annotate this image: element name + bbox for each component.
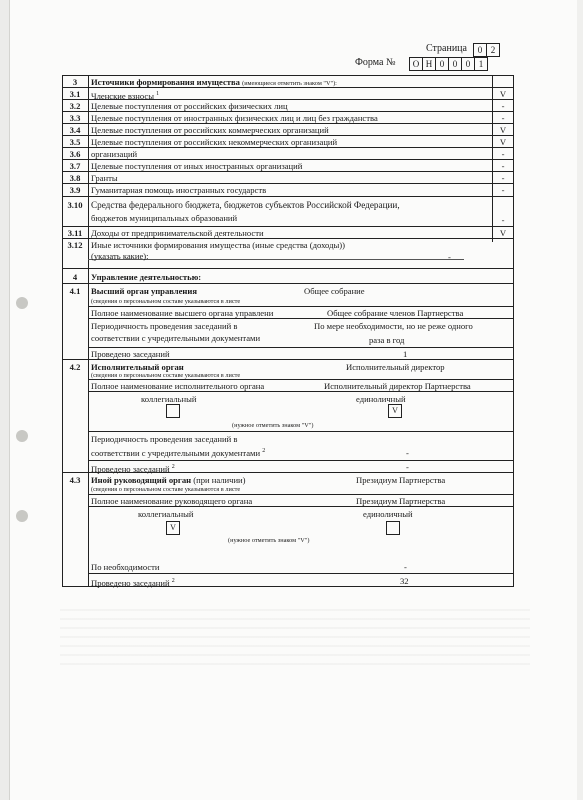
mark-instruction: (нужное отметить знаком "V") (232, 422, 314, 429)
row-divider (62, 238, 514, 239)
held-label-text: Проведено заседаний (91, 463, 170, 474)
punch-hole (16, 510, 28, 522)
row-label: Иные источники формирования имущества (иные средства (доходы)) (91, 240, 345, 250)
page-right-edge (577, 0, 583, 800)
subsection-number: 4.2 (69, 362, 81, 372)
held-value: - (406, 462, 409, 472)
period-label-text: соответствии с учредительными документами (91, 447, 261, 458)
period-label: Периодичность проведения заседаний в (91, 321, 238, 331)
subsection-note: (сведения о персональном составе указываются в листе (91, 298, 241, 305)
fullname-value: Президиум Партнерства (356, 496, 446, 506)
row-label: Гранты (91, 173, 118, 183)
subsection-title (91, 475, 246, 485)
sole-checkbox[interactable]: V (388, 404, 402, 418)
form-label: Форма № (355, 57, 396, 68)
row-label-continued: (указать какие): (91, 251, 149, 261)
row-number: 3.10 (67, 200, 83, 210)
form-digit: 1 (474, 57, 488, 71)
period-label-continued: соответствии с учредительными документами (91, 333, 261, 343)
subsection-value: Общее собрание (304, 286, 365, 296)
subsection-note: (сведения о персональном составе указываются в листе (91, 372, 241, 379)
row-number: 3.6 (69, 149, 81, 159)
period-label: Периодичность проведения заседаний в (91, 434, 238, 444)
form-digit: О (409, 57, 423, 71)
row-mark: - (501, 215, 505, 225)
subsection-number: 4.1 (69, 286, 81, 296)
inner-divider (88, 460, 514, 461)
section-title: Управление деятельностью: (91, 272, 202, 282)
row-divider (62, 159, 514, 160)
fullname-value: Исполнительный директор Партнерства (324, 381, 471, 391)
row-divider (62, 123, 514, 124)
subsection-title: Высший орган управления (91, 286, 197, 296)
row-mark: V (499, 89, 507, 99)
column-divider (88, 75, 89, 587)
subsection-title-text: Иной руководящий орган (91, 475, 192, 485)
collegial-label: коллегиальный (138, 509, 194, 519)
form-digit: 0 (435, 57, 449, 71)
row-mark: V (499, 125, 507, 135)
row-divider (62, 359, 514, 360)
inner-divider (88, 573, 514, 574)
row-label-continued: бюджетов муниципальных образований (91, 213, 238, 223)
row-label: Целевые поступления от российских коммерческих организаций (91, 125, 329, 135)
subsection-value: Президиум Партнерства (356, 475, 446, 485)
row-label: организаций (91, 149, 138, 159)
row-divider (62, 283, 514, 284)
sole-label: единоличный (356, 394, 406, 404)
section-title-note: (имеющиеся отметить знаком "V"): (242, 80, 337, 87)
row-mark: - (501, 113, 505, 123)
row-divider (62, 183, 514, 184)
held-label-text: Проведено заседаний (91, 577, 170, 588)
held-label (91, 576, 175, 588)
row-label-text: Членские взносы (91, 90, 154, 101)
collegial-label: коллегиальный (141, 394, 197, 404)
fullname-label: Полное наименование руководящего органа (91, 496, 253, 506)
mark-instruction: (нужное отметить знаком "V") (228, 537, 310, 544)
footnote-mark: 2 (171, 464, 175, 470)
period-value-continued: раза в год (369, 335, 405, 345)
row-divider (62, 171, 514, 172)
form-number-cells (410, 57, 488, 71)
row-mark: - (448, 252, 451, 262)
subsection-number: 4.3 (69, 475, 81, 485)
subsection-title: Исполнительный орган (91, 362, 184, 372)
section-number: 4 (72, 272, 78, 282)
row-mark: - (501, 101, 505, 111)
form-digit: 0 (461, 57, 475, 71)
inner-divider (88, 318, 514, 319)
footnote-mark: 2 (262, 448, 266, 454)
row-number: 3.7 (69, 161, 81, 171)
fullname-label: Полное наименование исполнительного органа (91, 381, 265, 391)
subsection-title-suffix: (при наличии) (193, 475, 246, 485)
row-label: Целевые поступления от иных иностранных организаций (91, 161, 303, 171)
held-value: 1 (403, 349, 408, 359)
row-label: Целевые поступления от иностранных физических лиц и лиц без гражданства (91, 113, 378, 123)
row-divider (62, 268, 514, 269)
row-label: Целевые поступления от российских некоммерческих организаций (91, 137, 338, 147)
held-value: 32 (400, 576, 409, 586)
collegial-checkbox[interactable]: V (166, 521, 180, 535)
period-label-continued (91, 446, 265, 458)
held-label: Проведено заседаний (91, 349, 170, 359)
row-number: 3.12 (67, 240, 83, 250)
bleed-through-text (60, 602, 530, 672)
row-number: 3.11 (67, 228, 83, 238)
collegial-checkbox[interactable] (166, 404, 180, 418)
page-left-edge (0, 0, 10, 800)
row-number: 3.1 (69, 89, 81, 99)
punch-hole (16, 297, 28, 309)
period-value: - (406, 448, 409, 458)
row-mark: - (501, 185, 505, 195)
row-divider (62, 111, 514, 112)
page-digit: 0 (473, 43, 487, 57)
punch-hole (16, 430, 28, 442)
inner-divider (88, 506, 514, 507)
footnote-mark: 1 (156, 91, 160, 97)
row-number: 3.5 (69, 137, 81, 147)
row-divider (62, 196, 514, 197)
row-mark: V (499, 228, 507, 238)
row-divider (62, 147, 514, 148)
inner-divider (88, 391, 514, 392)
row-label (91, 89, 159, 101)
sole-checkbox[interactable] (386, 521, 400, 535)
row-label: Доходы от предпринимательской деятельности (91, 228, 264, 238)
subsection-note: (сведения о персональном составе указываются в листе (91, 486, 241, 493)
row-number: 3.9 (69, 185, 81, 195)
row-mark: - (501, 173, 505, 183)
fullname-label: Полное наименование высшего органа управлени (91, 308, 274, 318)
period-value: По мере необходимости, но не реже одного (314, 321, 473, 331)
fullname-value: Общее собрание членов Партнерства (327, 308, 464, 318)
row-divider (62, 135, 514, 136)
row-label: Целевые поступления от российских физических лиц (91, 101, 288, 111)
row-mark: V (499, 137, 507, 147)
form-digit: 0 (448, 57, 462, 71)
row-mark: - (501, 149, 505, 159)
section-title-text: Источники формирования имущества (91, 77, 240, 87)
inner-divider (88, 431, 514, 432)
row-number: 3.3 (69, 113, 81, 123)
page-number-cells (474, 43, 500, 57)
section-number: 3 (72, 77, 78, 87)
row-number: 3.4 (69, 125, 81, 135)
form-digit: Н (422, 57, 436, 71)
footnote-mark: 2 (171, 578, 175, 584)
row-label: Гуманитарная помощь иностранных государств (91, 185, 267, 195)
inner-divider (88, 347, 514, 348)
subsection-value: Исполнительный директор (346, 362, 445, 372)
row-label: Средства федерального бюджета, бюджетов субъектов Российской Федерации, (91, 200, 400, 210)
page-digit: 2 (486, 43, 500, 57)
page-label: Страница (426, 43, 467, 54)
section-title (91, 77, 337, 89)
row-mark: - (501, 161, 505, 171)
sole-label: единоличный (363, 509, 413, 519)
period-value: - (404, 562, 407, 572)
row-divider (62, 226, 514, 227)
row-number: 3.8 (69, 173, 81, 183)
row-number: 3.2 (69, 101, 81, 111)
held-label (91, 462, 175, 474)
period-label: По необходимости (91, 562, 160, 572)
